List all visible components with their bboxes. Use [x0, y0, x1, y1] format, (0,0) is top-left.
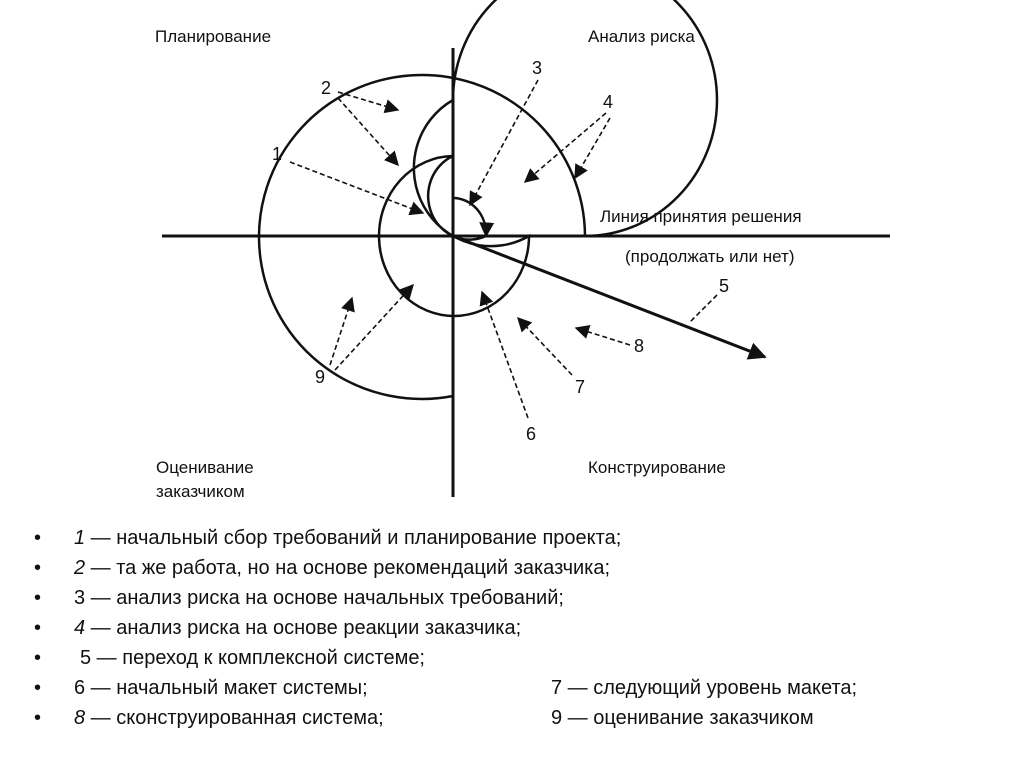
- legend-item-1: [0, 523, 1024, 553]
- marker-7: 7: [575, 377, 586, 397]
- legend-text: 5 — переход к комплексной системе;: [80, 647, 425, 669]
- legend-text-second: 9 — оценивание заказчиком: [551, 707, 814, 729]
- spiral-inner-hook: [453, 198, 486, 236]
- pointer-3: [470, 80, 538, 205]
- marker-4: 4: [603, 92, 614, 112]
- marker-1: 1: [272, 144, 283, 164]
- pointer-4b: [575, 118, 610, 178]
- bullet: •: [34, 587, 42, 609]
- quadrant-planning: Планирование: [155, 27, 272, 46]
- bullet: •: [34, 557, 42, 579]
- quadrant-construction: Конструирование: [588, 458, 726, 477]
- pointer-1: [290, 162, 423, 213]
- marker-9: 9: [315, 367, 326, 387]
- bullet: •: [34, 677, 42, 699]
- marker-2: 2: [321, 78, 332, 98]
- quadrant-evaluation-line1: Оценивание: [156, 458, 254, 477]
- legend-item-2: [0, 553, 1024, 583]
- spiral-curve: [259, 0, 717, 399]
- legend-text: 1 — начальный сбор требований и планирование проекта;: [74, 527, 622, 549]
- pointer-2b: [338, 98, 398, 165]
- marker-3: 3: [532, 58, 543, 78]
- pointer-7: [518, 318, 572, 375]
- legend-item-3: [0, 583, 1024, 613]
- legend-list: [0, 523, 1024, 733]
- pointer-6: [482, 292, 528, 418]
- pointer-8: [576, 328, 630, 345]
- marker-5: 5: [719, 276, 730, 296]
- quadrant-evaluation-line2: заказчиком: [156, 482, 245, 501]
- quadrant-risk-analysis: Анализ риска: [588, 27, 695, 46]
- legend-text-second: 7 — следующий уровень макета;: [551, 677, 858, 699]
- bullet: •: [34, 707, 42, 729]
- legend-item-5: [0, 643, 1024, 673]
- marker-8: 8: [634, 336, 645, 356]
- legend-item-4: [0, 613, 1024, 643]
- legend-text: 4 — анализ риска на основе реакции заказчика;: [74, 617, 522, 639]
- legend-item-6-7: [0, 673, 1024, 703]
- legend-text: 3 — анализ риска на основе начальных требований;: [74, 587, 564, 609]
- legend-text: 2 — та же работа, но на основе рекомендаций заказчика;: [74, 557, 611, 579]
- bullet: •: [34, 647, 42, 669]
- legend-text: 6 — начальный макет системы;: [74, 677, 368, 699]
- pointer-5: [690, 295, 717, 322]
- decision-line-label: Линия принятия решения: [600, 207, 802, 226]
- marker-6: 6: [526, 424, 537, 444]
- pointer-9b: [335, 285, 413, 370]
- legend-text: 8 — сконструированная система;: [74, 707, 384, 729]
- legend-item-8-9: [0, 703, 1024, 733]
- decision-line-note: (продолжать или нет): [625, 247, 795, 266]
- bullet: •: [34, 527, 42, 549]
- bullet: •: [34, 617, 42, 639]
